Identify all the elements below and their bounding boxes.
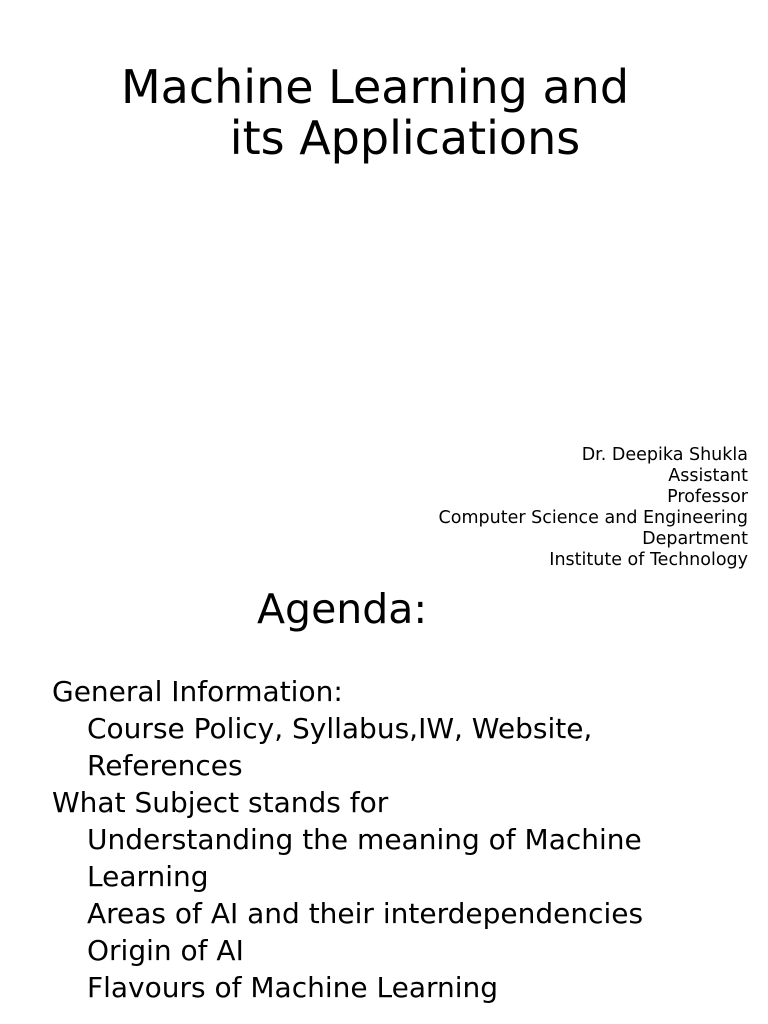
agenda-sub-item: References: [87, 749, 243, 782]
slide-title-line-2: its Applications: [229, 111, 581, 165]
agenda-item-label: What Subject stands for: [52, 786, 389, 819]
agenda-sub-list: [52, 710, 752, 784]
author-institution: Institute of Technology: [549, 550, 748, 570]
author-department-line-1: Computer Science and Engineering: [438, 508, 748, 528]
agenda-sub-list: [52, 821, 752, 1006]
agenda-item-subject-meaning: [52, 784, 752, 1006]
agenda-item-label: General Information:: [52, 675, 343, 708]
author-position-line-2: Professor: [667, 487, 748, 507]
agenda-list: [52, 673, 752, 1006]
agenda-item-general-information: [52, 673, 752, 784]
author-name: Dr. Deepika Shukla: [581, 445, 748, 465]
agenda-sub-item: Course Policy, Syllabus,IW, Website,: [87, 712, 593, 745]
author-department-line-2: Department: [642, 529, 748, 549]
slide-title: [100, 62, 650, 164]
agenda-sub-item: Origin of AI: [87, 934, 244, 967]
agenda-sub-item: Flavours of Machine Learning: [87, 971, 499, 1004]
slide-title-line-1: Machine Learning and: [120, 60, 630, 114]
author-position-line-1: Assistant: [668, 466, 748, 486]
author-info: [348, 445, 748, 571]
agenda-sub-item: Areas of AI and their interdependencies: [87, 897, 644, 930]
agenda-sub-item: Learning: [87, 860, 209, 893]
agenda-heading: Agenda:: [257, 585, 428, 633]
agenda-sub-item: Understanding the meaning of Machine: [87, 823, 642, 856]
